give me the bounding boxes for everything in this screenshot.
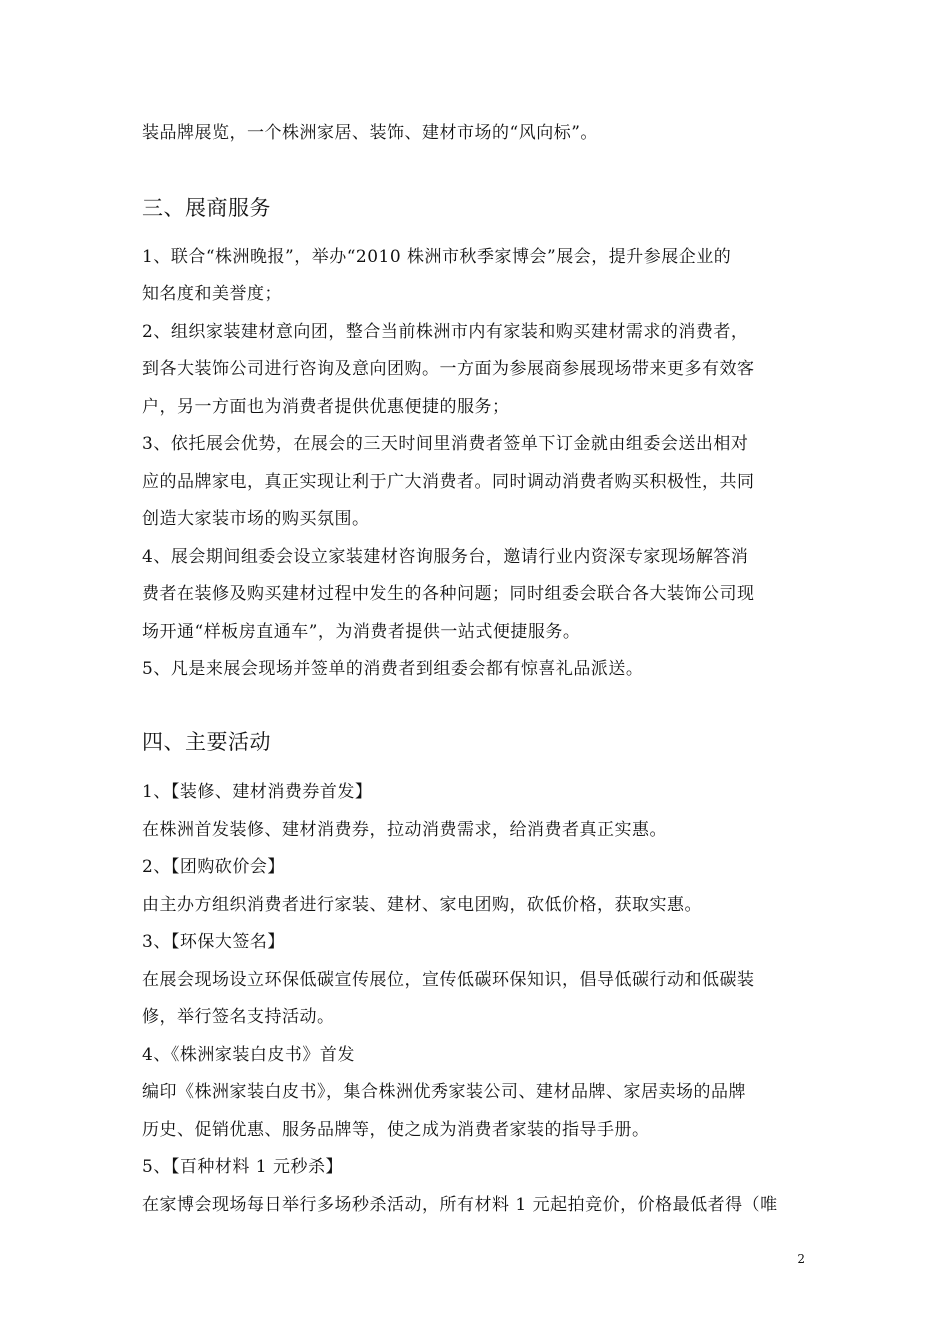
paragraph-line: 5、【百种材料 1 元秒杀】 [142,1157,343,1177]
paragraph-line: 场开通“样板房直通车”，为消费者提供一站式便捷服务。 [142,622,581,642]
paragraph-line: 1、联合“株洲晚报”，举办“2010 株洲市秋季家博会”展会，提升参展企业的 [142,247,732,267]
paragraph-line: 户，另一方面也为消费者提供优惠便捷的服务； [142,397,510,417]
paragraph-line: 费者在装修及购买建材过程中发生的各种问题；同时组委会联合各大装饰公司现 [142,584,755,604]
section-heading-exhibitor-services: 三、展商服务 [142,196,271,220]
paragraph-line: 知名度和美誉度； [142,284,282,304]
paragraph-line: 1、【装修、建材消费券首发】 [142,782,373,802]
page-number: 2 [797,1252,805,1266]
paragraph-line: 由主办方组织消费者进行家装、建材、家电团购，砍低价格，获取实惠。 [142,895,702,915]
paragraph-line: 2、组织家装建材意向团，整合当前株洲市内有家装和购买建材需求的消费者， [142,322,749,342]
section-heading-main-activities: 四、主要活动 [142,730,271,754]
paragraph-line: 在株洲首发装修、建材消费券，拉动消费需求，给消费者真正实惠。 [142,820,667,840]
paragraph-line: 修，举行签名支持活动。 [142,1007,335,1027]
paragraph-line: 应的品牌家电，真正实现让利于广大消费者。同时调动消费者购买积极性，共同 [142,472,755,492]
paragraph-line: 2、【团购砍价会】 [142,857,285,877]
paragraph-line: 在家博会现场每日举行多场秒杀活动，所有材料 1 元起拍竞价，价格最低者得（唯 [142,1195,778,1215]
paragraph-line: 4、《株洲家装白皮书》首发 [142,1045,355,1065]
intro-paragraph-line: 装品牌展览，一个株洲家居、装饰、建材市场的“风向标”。 [142,123,598,143]
paragraph-line: 在展会现场设立环保低碳宣传展位，宣传低碳环保知识，倡导低碳行动和低碳装 [142,970,755,990]
paragraph-line: 3、依托展会优势，在展会的三天时间里消费者签单下订金就由组委会送出相对 [142,434,749,454]
paragraph-line: 编印《株洲家装白皮书》，集合株洲优秀家装公司、建材品牌、家居卖场的品牌 [142,1082,746,1102]
paragraph-line: 到各大装饰公司进行咨询及意向团购。一方面为参展商参展现场带来更多有效客 [142,359,755,379]
paragraph-line: 5、凡是来展会现场并签单的消费者到组委会都有惊喜礼品派送。 [142,659,644,679]
paragraph-line: 历史、促销优惠、服务品牌等，使之成为消费者家装的指导手册。 [142,1120,650,1140]
paragraph-line: 创造大家装市场的购买氛围。 [142,509,370,529]
paragraph-line: 3、【环保大签名】 [142,932,285,952]
paragraph-line: 4、展会期间组委会设立家装建材咨询服务台，邀请行业内资深专家现场解答消 [142,547,749,567]
